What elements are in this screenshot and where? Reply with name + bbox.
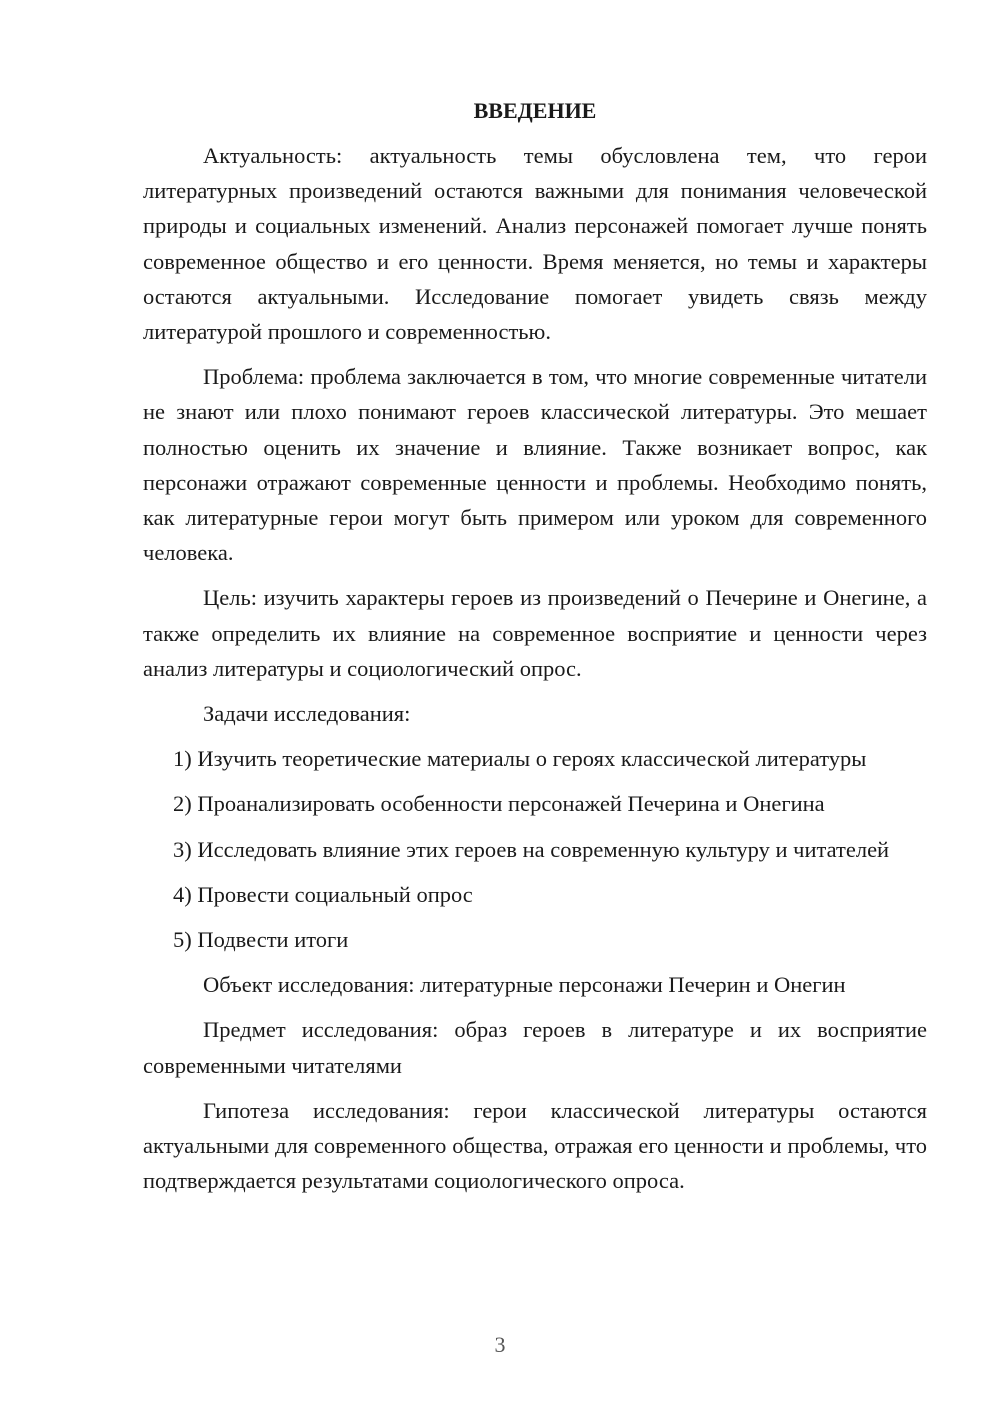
hypothesis-paragraph: Гипотеза исследования: герои классической литературы остаются актуальными для современного общества, отражая его ценности и проблемы, что подтверждается результатами социологического опроса. (143, 1097, 927, 1194)
problem-paragraph: Проблема: проблема заключается в том, что многие современные читатели не знают или плохо понимают героев классической литературы. Это мешает полностью оценить их значение и влияние. Также возникает вопрос, как персонажи отражают современные ценности и проблемы. Необходимо понять, как литературные герои могут быть примером или уроком для современного человека. (143, 364, 927, 566)
page-number: 3 (494, 1332, 506, 1357)
relevance-paragraph: Актуальность: актуальность темы обусловлена тем, что герои литературных произведений остаются важными для понимания человеческой природы и социальных изменений. Анализ персонажей помогает лучше понять современное общество и его ценности. Время меняется, но темы и характеры остаются актуальными. Исследование помогает увидеть связь между литературой прошлого и современностью. (143, 143, 927, 345)
document-page (143, 96, 927, 1208)
object-paragraph: Объект исследования: литературные персонажи Печерин и Онегин (203, 972, 846, 998)
task-item-1: 1) Изучить теоретические материалы о героях классической литературы (173, 746, 867, 772)
task-item-2: 2) Проанализировать особенности персонажей Печерина и Онегина (173, 791, 825, 817)
section-title: ВВЕДЕНИЕ (473, 98, 597, 123)
task-item-5: 5) Подвести итоги (173, 927, 349, 953)
task-item-4: 4) Провести социальный опрос (173, 881, 473, 907)
tasks-heading: Задачи исследования: (203, 701, 411, 727)
goal-paragraph: Цель: изучить характеры героев из произведений о Печерине и Онегине, а также определить их влияние на современное восприятие и ценности через анализ литературы и социологический опрос. (143, 585, 927, 681)
task-item-3: 3) Исследовать влияние этих героев на современную культуру и читателей (173, 836, 890, 862)
subject-paragraph: Предмет исследования: образ героев в литературе и их восприятие современными читателями (143, 1017, 927, 1078)
